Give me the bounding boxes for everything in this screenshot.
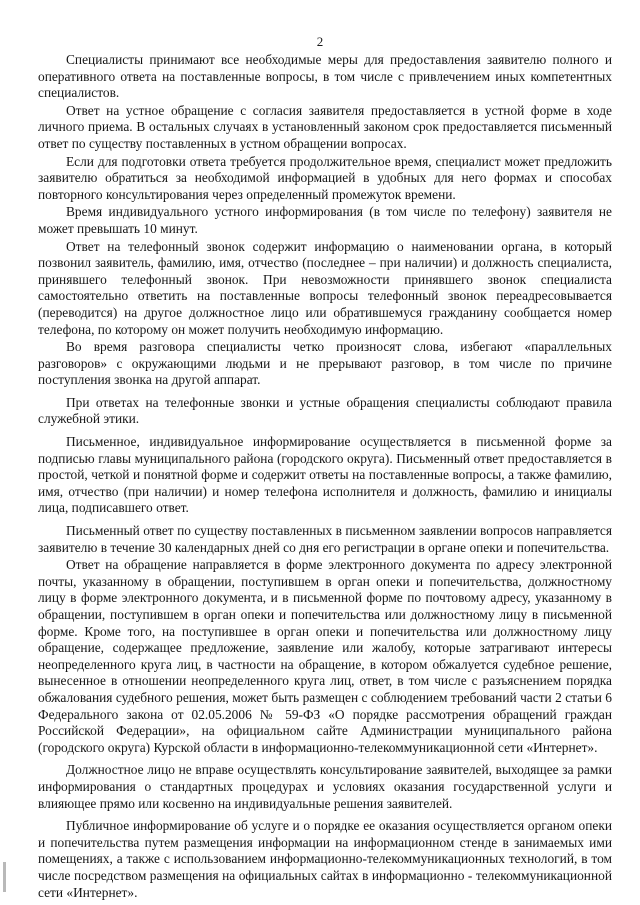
scan-edge-mark — [3, 862, 6, 892]
paragraph-service-ethics: При ответах на телефонные звонки и устные обращения специалисты соблюдают правила служебной этики. — [38, 394, 612, 427]
paragraph-informing-time-limit: Время индивидуального устного информирования (в том числе по телефону) заявителя не может превышать 10 минут. — [38, 204, 612, 236]
paragraph-consulting-limits: Должностное лицо не вправе осуществлять консультирование заявителей, выходящее за рамки информирования о стандартных процедурах и условиях оказания государственной услуги и влияющее прямо или косвенно на индивидуальные решения заявителей. — [38, 762, 612, 811]
paragraph-public-informing: Публичное информирование об услуге и о порядке ее оказания осуществляется органом опеки и попечительства путем размещения информации на информационном стенде в занимаемых ими помещениях, а также с использованием информационно-телекоммуникационных технологий, в том числе посредством размещения на официальных сайтах в информационно - телекоммуникационной сети «Интернет». — [38, 818, 612, 900]
paragraph-oral-request-answer: Ответ на устное обращение с согласия заявителя предоставляется в устной форме в ходе личного приема. В остальных случаях в установленный законом срок предоставляется письменный ответ по существу поставленных в устном обращении вопросах. — [38, 102, 612, 151]
paragraph-phone-call-answer: Ответ на телефонный звонок содержит информацию о наименовании органа, в который позвонил заявитель, фамилию, имя, отчество (последнее – при наличии) и должность специалиста, принявшего телефонный звонок. При невозможности принявшего звонок специалиста самостоятельно ответить на поставленные вопросы телефонный звонок переадресовывается (переводится) на другое должностное лицо или обратившемуся гражданину сообщается номер телефона, по которому он может получить необходимую информацию. — [38, 238, 612, 337]
paragraph-conversation-rules: Во время разговора специалисты четко произносят слова, избегают «параллельных разговоров» с окружающими людьми и не прерывают разговор, в том числе по причине поступления звонка на другой аппарат. — [38, 339, 612, 388]
page-number: 2 — [316, 34, 324, 49]
paragraph-electronic-answer: Ответ на обращение направляется в форме электронного документа по адресу электронной почты, указанному в обращении, поступившем в орган опеки и попечительства, должностному лицу в форме электронного документа, и в письменной форме по почтовому адресу, указанному в обращении, поступившем в орган опеки и попечительства или должностному лицу в письменной форме. Кроме того, на поступившее в орган опеки и попечительства или должностному лицу обращение, содержащее предложение, заявление или жалобу, которые затрагивают интересы неопределенного круга лиц, в частности на обращение, в котором обжалуется судебное решение, вынесенное в отношении неопределенного круга лиц, ответ, в том числе с разъяснением порядка обжалования судебного решения, может быть размещен с соблюдением требований части 2 статьи 6 Федерального закона от 02.05.2006 № 59-ФЗ «О порядке рассмотрения обращений граждан Российской Федерации», на официальном сайте Администрации муниципального района (городского округа) Курской области в информационно-телекоммуникационной сети «Интернет». — [38, 557, 612, 755]
document-body — [38, 52, 612, 902]
paragraph-long-preparation: Если для подготовки ответа требуется продолжительное время, специалист может предложить заявителю обратиться за необходимой информацией в удобных для него формах и способах повторного консультирования через определенный промежуток времени. — [38, 153, 612, 202]
paragraph-written-answer-deadline: Письменный ответ по существу поставленных в письменном заявлении вопросов направляется заявителю в течение 30 календарных дней со дня его регистрации в органе опеки и попечительства. — [38, 523, 612, 555]
paragraph-written-informing: Письменное, индивидуальное информирование осуществляется в письменной форме за подписью главы муниципального района (городского округа). Письменный ответ предоставляется в простой, четкой и понятной форме и содержит ответы на поставленные вопросы, а также фамилию, имя, отчество (при наличии) и номер телефона исполнителя и должность, фамилию и инициалы лица, подписавшего ответ. — [38, 434, 612, 516]
paragraph-specialists-measures: Специалисты принимают все необходимые меры для предоставления заявителю полного и оперативного ответа на поставленные вопросы, в том числе с привлечением иных компетентных специалистов. — [38, 52, 612, 101]
